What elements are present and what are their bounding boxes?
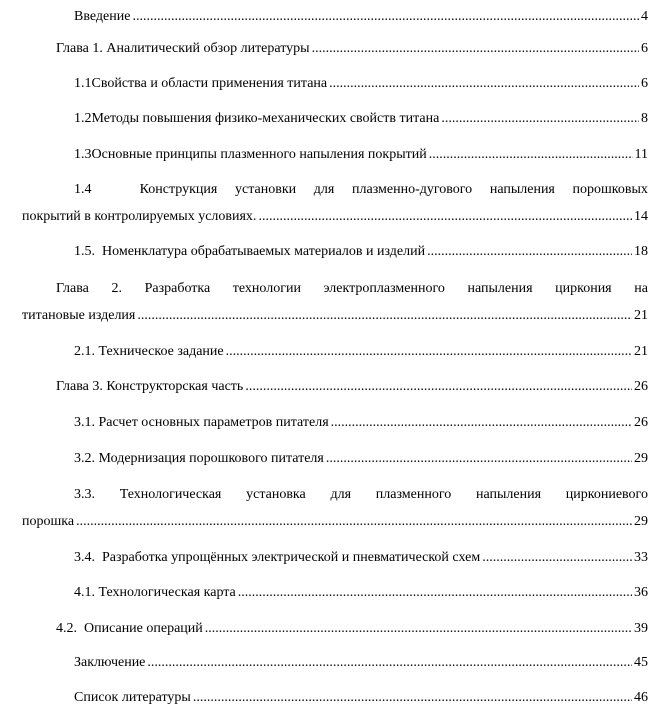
toc-entry-4-1[interactable]	[74, 584, 648, 602]
toc-page-number: 21	[634, 308, 648, 323]
toc-entry-title: покрытий в контролируемых условиях.	[22, 209, 257, 224]
toc-entry-3-2[interactable]	[74, 450, 648, 468]
toc-word: технологии	[232, 281, 301, 296]
toc-word: порошковых	[572, 182, 648, 197]
toc-entry-title: титановые изделия	[22, 308, 136, 323]
dot-leader	[326, 450, 632, 468]
toc-entry-line-2	[22, 513, 648, 531]
toc-word: Технологическая	[119, 487, 222, 502]
toc-word: Разработка	[144, 281, 211, 296]
toc-page-number: 26	[634, 415, 648, 430]
toc-page-number: 39	[634, 621, 648, 636]
toc-word: Конструкция	[139, 182, 218, 197]
toc-entry-line-1	[56, 280, 648, 298]
toc-entry-introduction[interactable]	[74, 8, 648, 26]
toc-entry-1-3[interactable]	[74, 146, 648, 164]
toc-page-number: 6	[641, 41, 648, 56]
toc-page-number: 26	[634, 379, 648, 394]
dot-leader	[441, 110, 639, 128]
toc-page-number: 21	[634, 344, 648, 359]
toc-word: установка	[246, 487, 306, 502]
toc-entry-1-1[interactable]	[74, 75, 648, 93]
toc-entry-title: Глава 3. Конструкторская часть	[56, 379, 244, 394]
toc-word: на	[634, 281, 648, 296]
toc-entry-title: 3.1. Расчет основных параметров питателя	[74, 415, 329, 430]
toc-entry-references[interactable]	[74, 689, 648, 707]
dot-leader	[312, 40, 639, 58]
toc-page-number: 33	[634, 550, 648, 565]
toc-section-number: 1.1	[74, 76, 92, 91]
toc-entry-line-1	[74, 486, 648, 504]
toc-word: для	[313, 182, 335, 197]
toc-entry-line-2	[22, 208, 648, 226]
dot-leader	[132, 8, 639, 26]
toc-page-number: 18	[634, 244, 648, 259]
toc-entry-3-4[interactable]	[74, 549, 648, 567]
dot-leader	[245, 378, 632, 396]
toc-page-number: 45	[634, 655, 648, 670]
toc-page-number: 14	[634, 209, 648, 224]
dot-leader	[205, 620, 632, 638]
toc-page-number: 36	[634, 585, 648, 600]
toc-word: для	[330, 487, 352, 502]
dot-leader	[482, 549, 632, 567]
toc-entry-title: Глава 1. Аналитический обзор литературы	[56, 41, 310, 56]
toc-entry-title: порошка	[22, 514, 75, 529]
toc-page-number: 11	[634, 147, 648, 162]
dot-leader	[76, 513, 632, 531]
toc-entry-2-1[interactable]	[74, 343, 648, 361]
toc-word: 3.3.	[74, 487, 95, 502]
toc-entry-title: Заключение	[74, 655, 146, 670]
dot-leader	[226, 343, 632, 361]
toc-page-number: 46	[634, 690, 648, 705]
dot-leader	[427, 243, 632, 261]
toc-entry-3-1[interactable]	[74, 414, 648, 432]
toc-entry-conclusion[interactable]	[74, 654, 648, 672]
toc-entry-title: Основные принципы плазменного напыления покрытий	[91, 147, 427, 162]
toc-entry-chapter-1[interactable]	[56, 40, 648, 58]
toc-section-number: 1.2	[74, 111, 92, 126]
dot-leader	[331, 414, 632, 432]
toc-page-number: 8	[641, 111, 648, 126]
toc-page-number: 29	[634, 451, 648, 466]
toc-word: электроплазменного	[323, 281, 445, 296]
toc-entry-1-2[interactable]	[74, 110, 648, 128]
toc-entry-title: 4.1. Технологическая карта	[74, 585, 236, 600]
toc-entry-title: 3.4. Разработка упрощённых электрической и пневматической схем	[74, 550, 481, 565]
toc-entry-line-1	[74, 181, 648, 199]
dot-leader	[258, 208, 632, 226]
toc-word: плазменного	[375, 487, 452, 502]
toc-entry-1-5[interactable]	[74, 243, 648, 261]
toc-word: напыления	[475, 487, 542, 502]
toc-entry-title: 4.2. Описание операций	[56, 621, 203, 636]
toc-page-number: 4	[641, 9, 648, 24]
toc-section-number: 1.3	[74, 147, 92, 162]
toc-entry-title: Введение	[74, 9, 131, 24]
dot-leader	[137, 307, 632, 325]
dot-leader	[238, 584, 632, 602]
toc-word: Глава	[56, 281, 89, 296]
toc-entry-title: Свойства и области применения титана	[91, 76, 328, 91]
toc-word: установки	[235, 182, 297, 197]
dot-leader	[429, 146, 633, 164]
toc-word: циркониевого	[565, 487, 648, 502]
toc-entry-title: 1.5. Номенклатура обрабатываемых материалов и изделий	[74, 244, 426, 259]
toc-page-number: 29	[634, 514, 648, 529]
toc-word: 2.	[111, 281, 122, 296]
toc-word: напыления	[489, 182, 555, 197]
toc-section-number: 1.4	[74, 182, 92, 197]
toc-entry-title: Список литературы	[74, 690, 191, 705]
toc-entry-4-2[interactable]	[56, 620, 648, 638]
toc-entry-chapter-3[interactable]	[56, 378, 648, 396]
toc-entry-line-2	[22, 307, 648, 325]
dot-leader	[147, 654, 632, 672]
dot-leader	[193, 689, 632, 707]
toc-entry-title: 2.1. Техническое задание	[74, 344, 224, 359]
toc-word: плазменно-дугового	[352, 182, 473, 197]
toc-entry-title: 3.2. Модернизация порошкового питателя	[74, 451, 324, 466]
toc-entry-title: Методы повышения физико-механических свойств титана	[91, 111, 440, 126]
toc-word: напыления	[467, 281, 533, 296]
toc-page-number: 6	[641, 76, 648, 91]
dot-leader	[329, 75, 639, 93]
toc-word: циркония	[555, 281, 612, 296]
